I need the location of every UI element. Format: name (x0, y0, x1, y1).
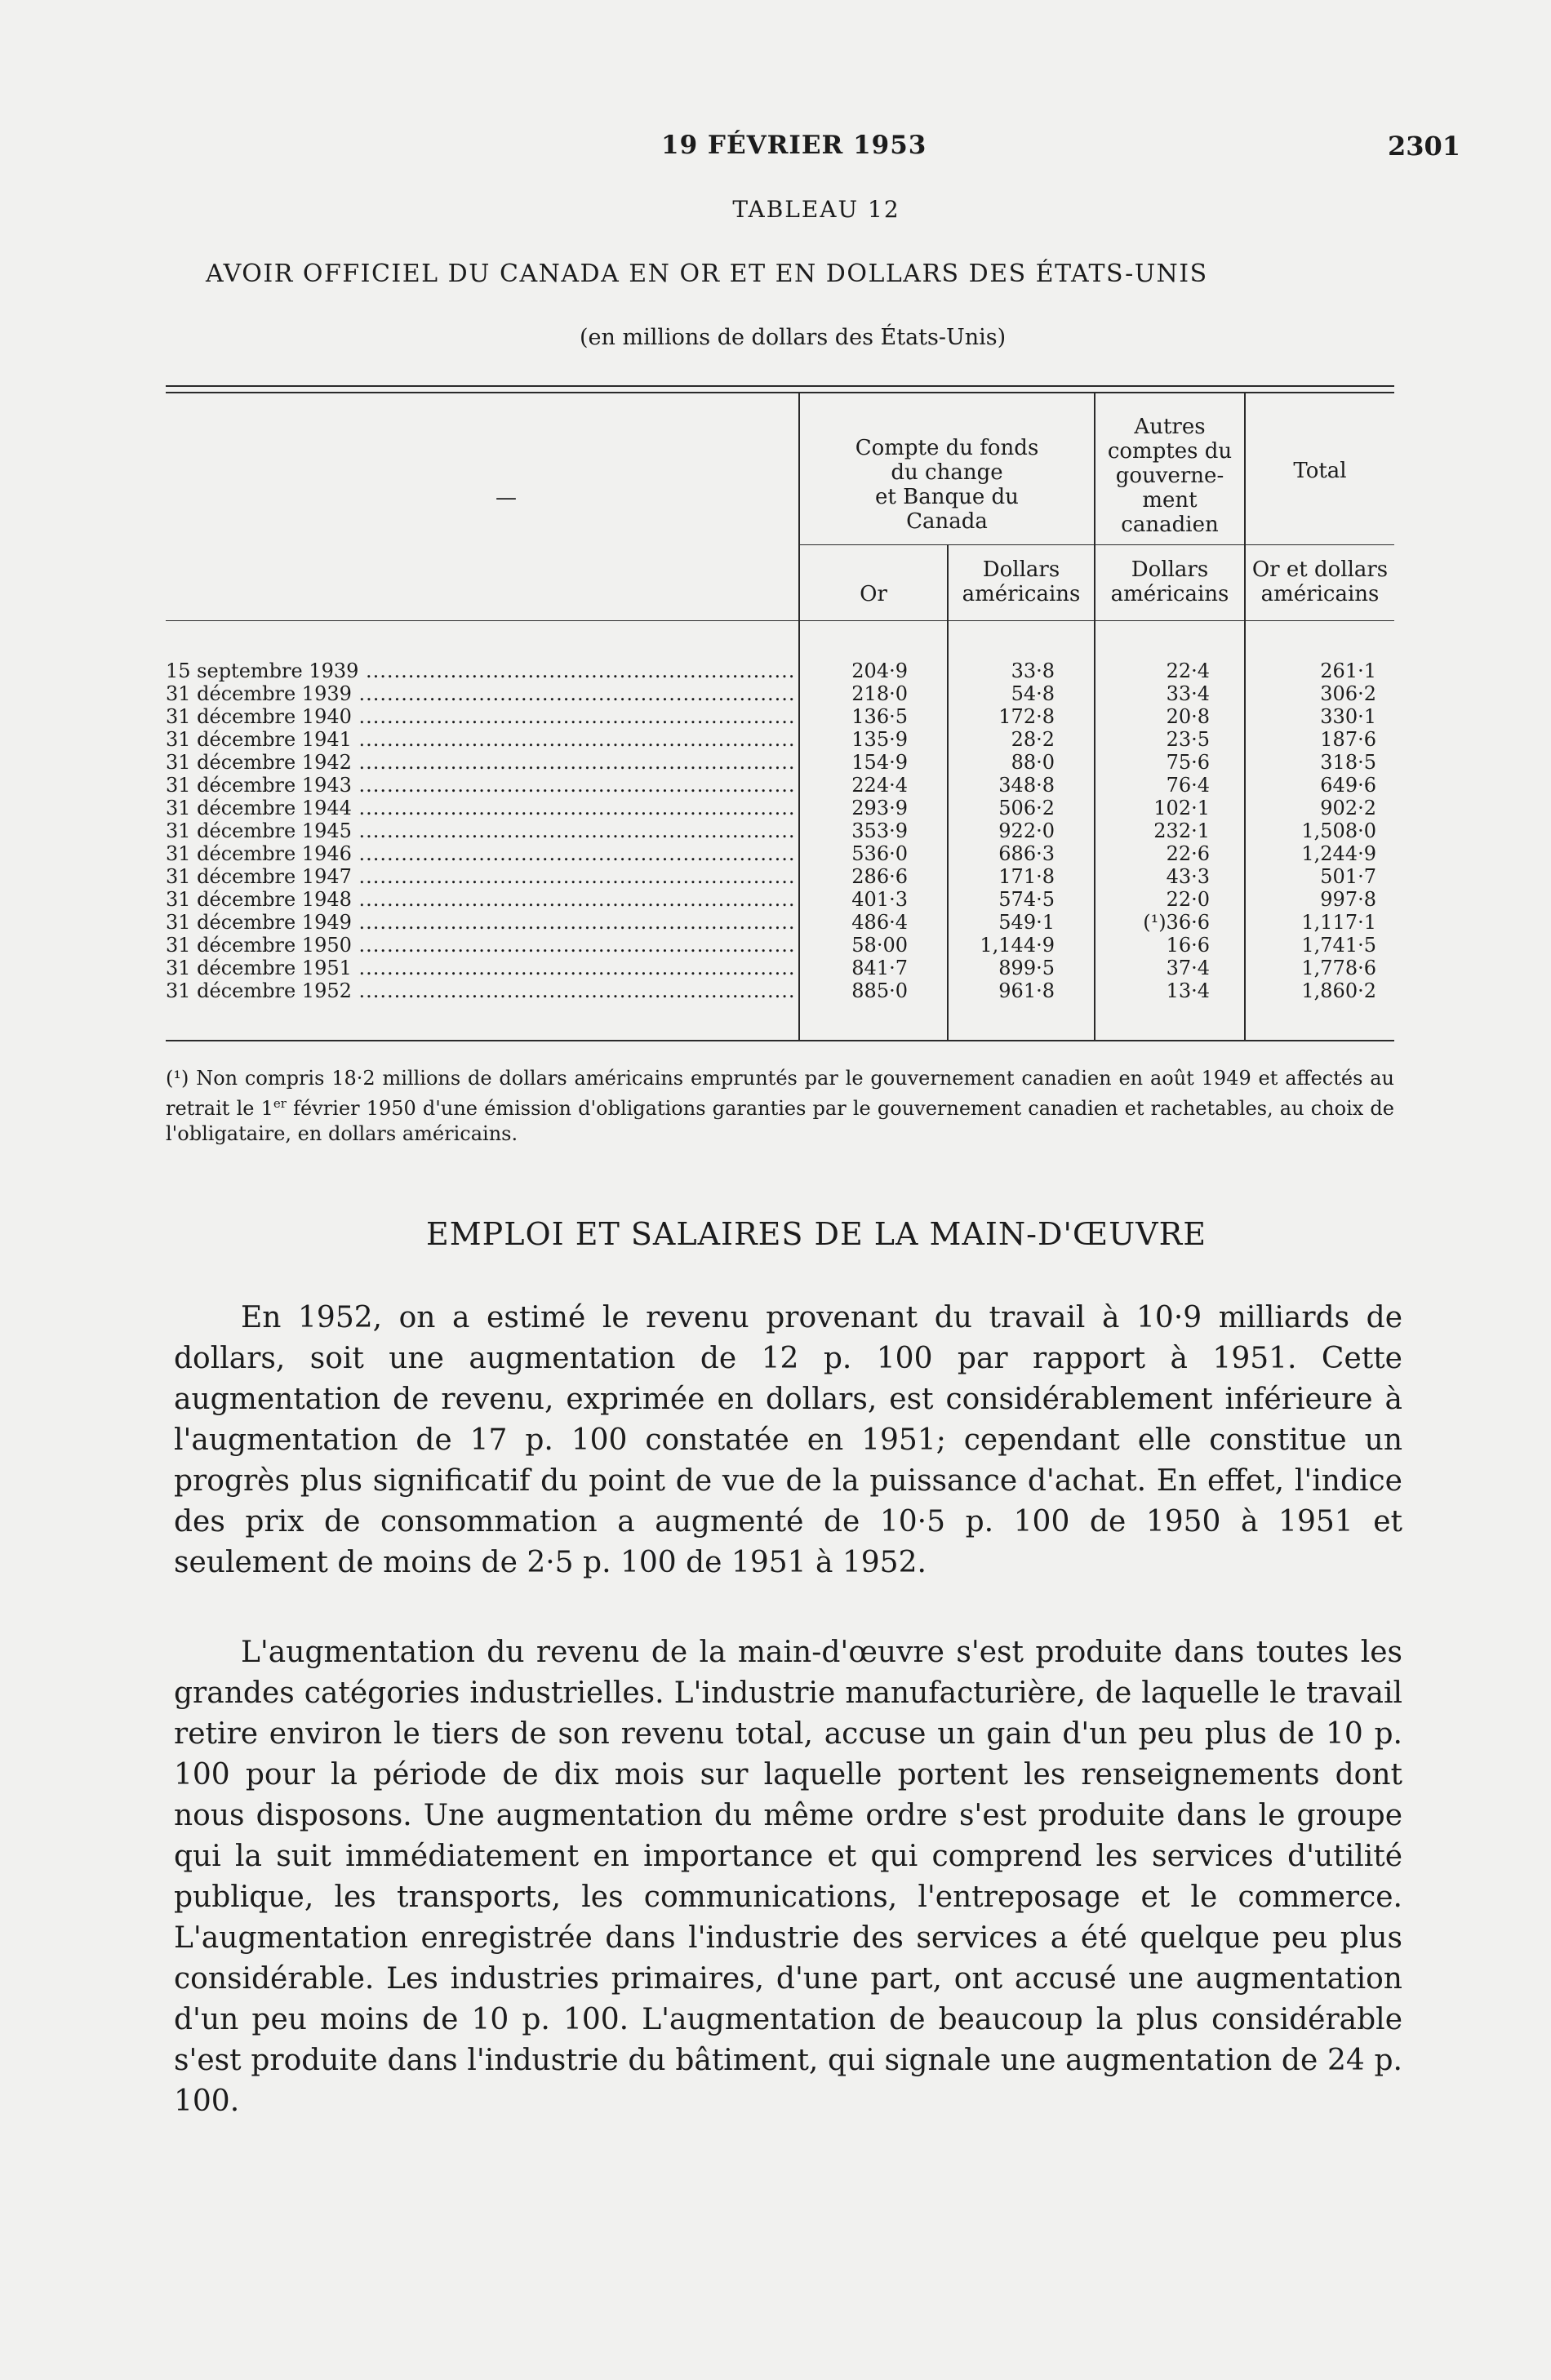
col-total-values (1257, 659, 1376, 1002)
cell-total: 1,860·2 (1301, 979, 1376, 1002)
table-subtitle: (en millions de dollars des États-Unis) (580, 325, 1007, 350)
row-date: 31 décembre 1939 ..... (166, 682, 794, 705)
cell-total: 649·6 (1320, 774, 1376, 797)
cell-autres: 43·3 (1166, 865, 1210, 888)
col-divider-4 (1244, 392, 1246, 1040)
group-header-autres: Autres comptes du gouverne- ment canadien (1107, 415, 1233, 537)
table-bottom-rule (166, 1040, 1394, 1041)
cell-dollars: 549·1 (998, 911, 1055, 934)
row-date: 31 décembre 1945 ..... (166, 819, 794, 842)
cell-or: 885·0 (851, 979, 908, 1002)
cell-autres: 232·1 (1153, 819, 1210, 842)
cell-or: 401·3 (851, 888, 908, 911)
table-top-rule (166, 385, 1394, 387)
section-title: EMPLOI ET SALAIRES DE LA MAIN-D'ŒUVRE (426, 1216, 1207, 1252)
col-dollars-fonds-values (955, 659, 1055, 1002)
col-header-dollars-fonds: Dollars américains (962, 557, 1081, 606)
cell-autres: 22·0 (1166, 888, 1210, 911)
cell-autres: 13·4 (1166, 979, 1210, 1002)
cell-dollars: 922·0 (998, 819, 1055, 842)
cell-dollars: 28·2 (1011, 728, 1055, 751)
row-date: 15 septembre 1939 ..... (166, 659, 794, 682)
cell-or: 486·4 (851, 911, 908, 934)
cell-or: 841·7 (851, 957, 908, 979)
cell-dollars: 506·2 (998, 797, 1055, 819)
cell-or: 293·9 (851, 797, 908, 819)
row-date: 31 décembre 1944 ..... (166, 797, 794, 819)
table-label: TABLEAU 12 (732, 196, 900, 223)
col-header-dollars-autres: Dollars américains (1110, 557, 1229, 606)
col-autres-values (1110, 659, 1210, 1002)
col-header-or: Or (860, 582, 887, 606)
cell-total: 318·5 (1320, 751, 1376, 774)
cell-total: 187·6 (1320, 728, 1376, 751)
cell-autres: 22·6 (1166, 842, 1210, 865)
footnote-marker: (¹) (166, 1067, 189, 1090)
page-number: 2301 (1388, 131, 1461, 162)
col-divider-2 (947, 544, 949, 1040)
table-top-rule-2 (166, 392, 1394, 393)
row-date: 31 décembre 1952 ..... (166, 979, 794, 1002)
row-date: 31 décembre 1949 ..... (166, 911, 794, 934)
cell-autres: 75·6 (1166, 751, 1210, 774)
cell-or: 135·9 (851, 728, 908, 751)
cell-or: 224·4 (851, 774, 908, 797)
cell-autres: 76·4 (1166, 774, 1210, 797)
cell-autres: 20·8 (1166, 705, 1210, 728)
row-date: 31 décembre 1947 ..... (166, 865, 794, 888)
row-date: 31 décembre 1951 ..... (166, 957, 794, 979)
cell-total: 501·7 (1320, 865, 1376, 888)
cell-dollars: 1,144·9 (980, 934, 1055, 957)
cell-or: 136·5 (851, 705, 908, 728)
cell-or: 286·6 (851, 865, 908, 888)
header-bottom-rule (166, 620, 1394, 621)
cell-or: 218·0 (851, 682, 908, 705)
cell-or: 154·9 (851, 751, 908, 774)
cell-dollars: 88·0 (1011, 751, 1055, 774)
cell-total: 330·1 (1320, 705, 1376, 728)
cell-total: 997·8 (1320, 888, 1376, 911)
cell-autres: (¹)36·6 (1143, 911, 1210, 934)
col-header-or-et-dollars: Or et dollars américains (1251, 557, 1389, 606)
cell-autres: 16·6 (1166, 934, 1210, 957)
table-title: AVOIR OFFICIEL DU CANADA EN OR ET EN DOLLARS DES ÉTATS-UNIS (206, 260, 1208, 288)
cell-autres: 33·4 (1166, 682, 1210, 705)
row-labels (166, 659, 794, 1002)
cell-dollars: 348·8 (998, 774, 1055, 797)
group-header-fonds: Compte du fonds du change et Banque du Canada (855, 436, 1039, 534)
row-date: 31 décembre 1950 ..... (166, 934, 794, 957)
cell-total: 1,741·5 (1301, 934, 1376, 957)
cell-dollars: 172·8 (998, 705, 1055, 728)
row-date: 31 décembre 1941 ..... (166, 728, 794, 751)
cell-total: 1,508·0 (1301, 819, 1376, 842)
cell-dollars: 686·3 (998, 842, 1055, 865)
cell-or: 204·9 (851, 659, 908, 682)
cell-dollars: 961·8 (998, 979, 1055, 1002)
cell-autres: 102·1 (1153, 797, 1210, 819)
row-date: 31 décembre 1943 ..... (166, 774, 794, 797)
row-date: 31 décembre 1942 ..... (166, 751, 794, 774)
cell-dollars: 33·8 (1011, 659, 1055, 682)
paragraph: L'augmentation du revenu de la main-d'œuvre s'est produite dans toutes les grandes catégories industrielles. L'industrie manufacturière, de laquelle le travail retire environ le tiers de son revenu total, accuse un gain d'un peu plus de 10 p. 100 pour la période de dix mois sur laquelle portent les renseignements dont nous disposons. Une augmentation du même ordre s'est produite dans le groupe qui la suit immédiatement en importance et qui comprend les services d'utilité publique, les transports, les communications, l'entreposage et le commerce. L'augmentation enregistrée dans l'industrie des services a été quelque peu plus considérable. Les industries primaires, d'une part, ont accusé une augmentation d'un peu moins de 10 p. 100. L'augmentation de beaucoup la plus considérable s'est produite dans l'industrie du bâtiment, qui signale une augmentation de 24 p. 100. (174, 1636, 1402, 2118)
cell-dollars: 171·8 (998, 865, 1055, 888)
page-date: 19 FÉVRIER 1953 (661, 131, 927, 160)
cell-total: 902·2 (1320, 797, 1376, 819)
cell-autres: 37·4 (1166, 957, 1210, 979)
cell-or: 58·00 (851, 934, 908, 957)
stub-header: — (496, 486, 517, 510)
table-footnote: (¹) Non compris 18·2 millions de dollars américains empruntés par le gouvernement canadien en août 1949 et affectés au retrait le 1er février 1950 d'une émission d'obligations garanties par le gouvernement canadien et rachetables, au choix de l'obligataire, en dollars américains. (166, 1067, 1394, 1145)
cell-or: 536·0 (851, 842, 908, 865)
row-date: 31 décembre 1946 ..... (166, 842, 794, 865)
cell-total: 261·1 (1320, 659, 1376, 682)
cell-total: 1,244·9 (1301, 842, 1376, 865)
cell-total: 306·2 (1320, 682, 1376, 705)
cell-total: 1,778·6 (1301, 957, 1376, 979)
row-date: 31 décembre 1940 ..... (166, 705, 794, 728)
cell-or: 353·9 (851, 819, 908, 842)
cell-dollars: 574·5 (998, 888, 1055, 911)
col-or-values (816, 659, 908, 1002)
row-date: 31 décembre 1948 ..... (166, 888, 794, 911)
cell-autres: 22·4 (1166, 659, 1210, 682)
group-header-total: Total (1293, 459, 1347, 483)
header-mid-rule (800, 544, 1394, 545)
paragraph: En 1952, on a estimé le revenu provenant du travail à 10·9 milliards de dollars, soit une augmentation de 12 p. 100 par rapport à 1951. Cette augmentation de revenu, exprimée en dollars, est considérablement inférieure à l'augmentation de 17 p. 100 constatée en 1951; cependant elle constitue un progrès plus significatif du point de vue de la puissance d'achat. En effet, l'indice des prix de consommation a augmenté de 10·5 p. 100 de 1950 à 1951 et seulement de moins de 2·5 p. 100 de 1951 à 1952. (174, 1301, 1402, 1579)
cell-dollars: 899·5 (998, 957, 1055, 979)
cell-dollars: 54·8 (1011, 682, 1055, 705)
cell-autres: 23·5 (1166, 728, 1210, 751)
cell-total: 1,117·1 (1301, 911, 1376, 934)
